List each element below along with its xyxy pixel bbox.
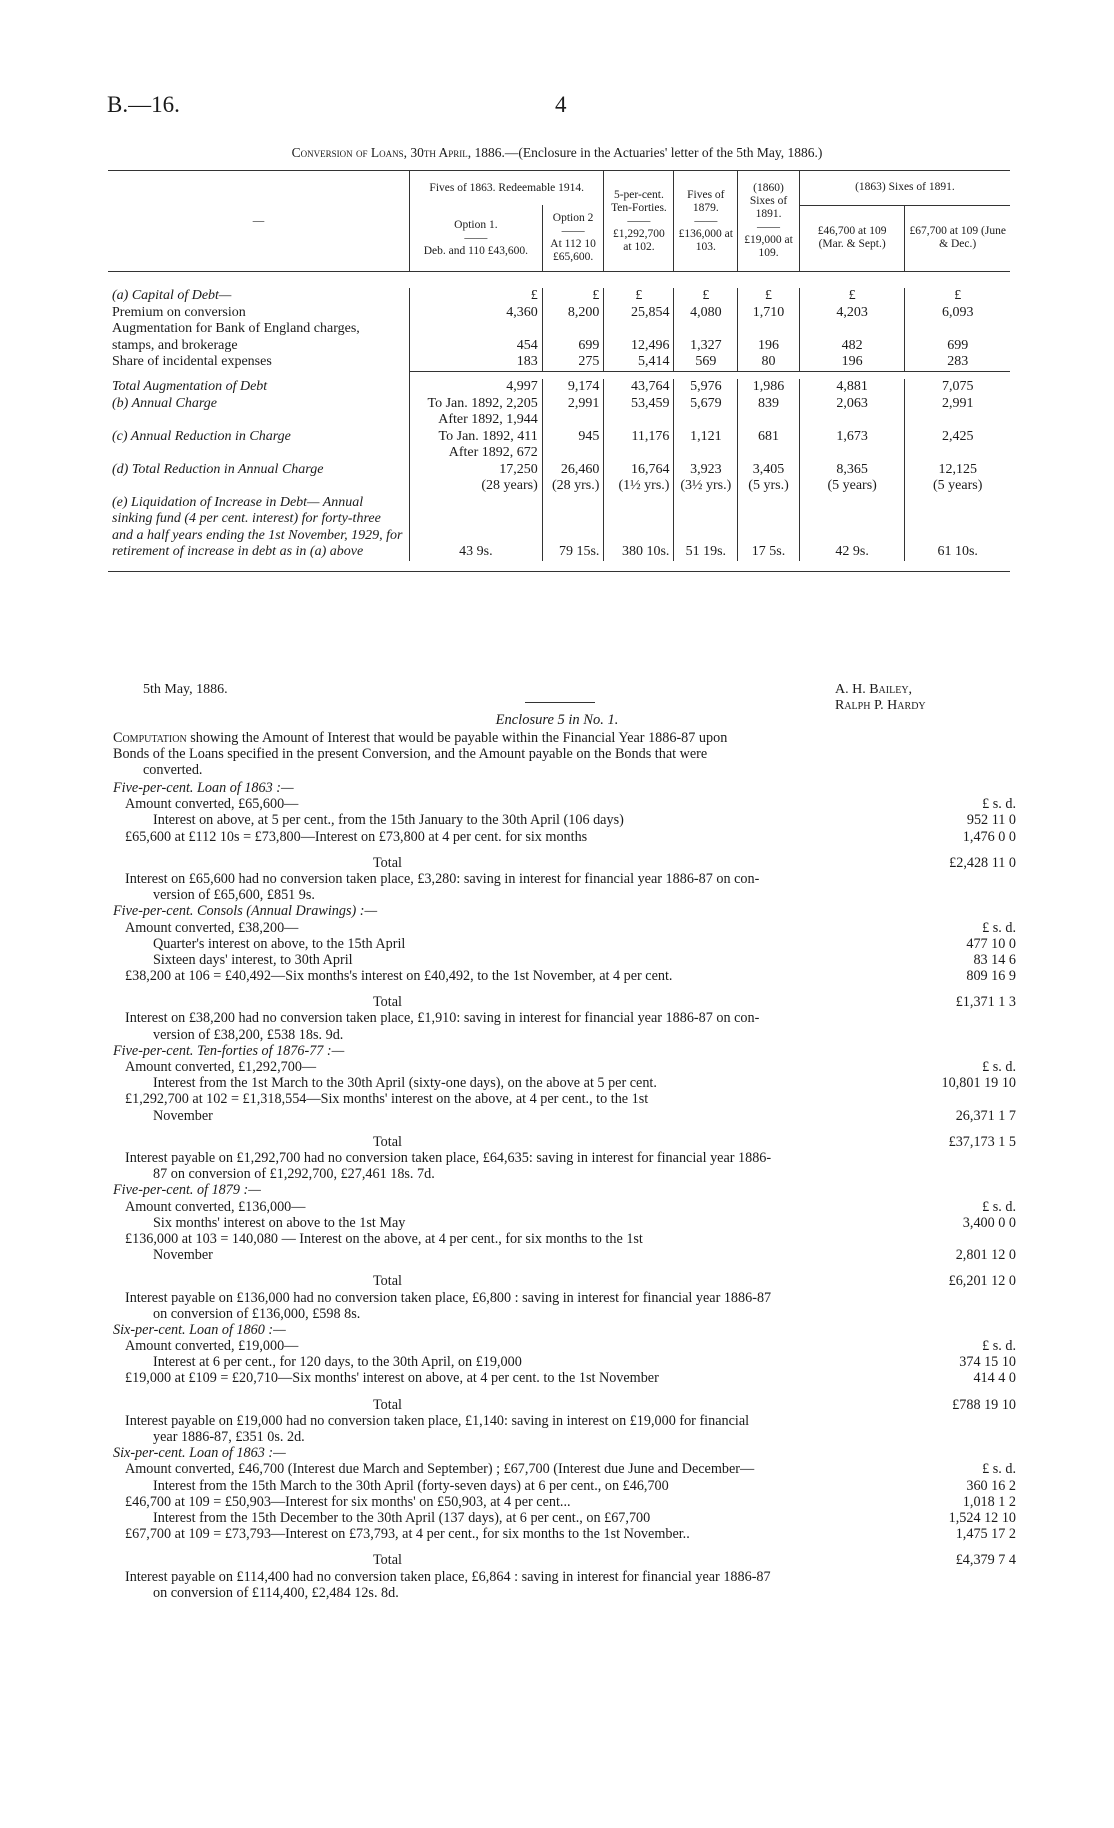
saving-note [113,871,1016,887]
computation-line-text: Interest from the 1st March to the 30th April (sixty-one days), on the above at 5 per cent. [153,1075,657,1092]
computation-line-text: Interest from the 15th March to the 30th April (forty-seven days) at 6 per cent., on £46,700 [153,1477,669,1494]
section-3 [113,1043,1016,1183]
saving-note-cont [113,1166,1016,1182]
computation-line [113,829,1016,845]
section-total [113,1397,1016,1413]
col-sixes1860: (1860) Sixes of 1891. —— £19,000 at 109. [738,171,800,272]
computation-line-amount: 360 16 2 [966,1477,1016,1494]
row-total-augmentation: Total Augmentation of Debt 4,997 9,174 43,764 5,976 1,986 4,881 7,075 [108,379,1010,396]
computation-line [113,1354,1016,1370]
section-2 [113,903,1016,1043]
section-total [113,855,1016,871]
lsd-header [113,920,1016,936]
computation-line [113,1370,1016,1386]
row-incidental: Share of incidental expenses 183 275 5,414 569 80 196 283 [108,354,1010,371]
computation-line-amount: 809 16 9 [966,968,1016,985]
spacer [113,845,1016,855]
section-4 [113,1182,1016,1322]
computation-line-text: Interest on above, at 5 per cent., from the 15th January to the 30th April (106 days) [153,812,624,829]
section-total-text: Total [373,854,402,871]
section-total-text: Total [373,1396,402,1413]
saving-note-cont [113,1027,1016,1043]
computation-line [113,952,1016,968]
lsd-header [113,1059,1016,1075]
saving-note [113,1150,1016,1166]
computation-line-text: £1,292,700 at 102 = £1,318,554—Six months' interest on the above, at 4 per cent., to the 1st [125,1091,649,1108]
saving-note-text: Interest on £38,200 had no conversion taken place, £1,910: saving in interest for financial year 1886-87 on con- [125,1010,760,1027]
saving-note-text: Interest payable on £19,000 had no conversion taken place, £1,140: saving in interest on £19,000 for financial [125,1412,750,1429]
computation-line [113,1510,1016,1526]
computation-line [113,1478,1016,1494]
row-premium: Premium on conversion 4,360 8,200 25,854 4,080 1,710 4,203 6,093 [108,305,1010,322]
computation-line-text: £67,700 at 109 = £73,793—Interest on £73,793, at 4 per cent., for six months to the 1st November.. [125,1526,690,1543]
computation-line-text: November [153,1247,213,1264]
computation-line [113,1075,1016,1091]
row-annual-charge: (b) Annual Charge To Jan. 1892, 2,205 After 1892, 1,944 2,991 53,459 5,679 839 2,063 2,991 [108,396,1010,429]
computation-sections [113,780,1016,1601]
section-total [113,1134,1016,1150]
saving-note-cont [113,1429,1016,1445]
section-title: Five-per-cent. Ten-forties of 1876-77 :— [113,1042,345,1059]
section-total-amount: £2,428 11 0 [949,854,1016,871]
computation-line-text: Interest from the 15th December to the 30th April (137 days), at 6 per cent., on £67,700 [153,1509,651,1526]
lsd-header-amount: £ s. d. [982,1338,1016,1355]
saving-note [113,1569,1016,1585]
table-title: Conversion of Loans, 30th April, 1886.—(Enclosure in the Actuaries' letter of the 5th May, 1886.) [291,145,823,160]
computation-line [113,1494,1016,1510]
amount-converted-text: Amount converted, £46,700 (Interest due March and September) ; £67,700 (Interest due June and December— [125,1461,755,1478]
saving-note-cont [113,1585,1016,1601]
computation-line-amount: 952 11 0 [966,812,1016,829]
saving-note-text: Interest payable on £114,400 had no conversion taken place, £6,864 : saving in interest for financial year 1886-87 [125,1568,771,1585]
computation-line-text: £65,600 at £112 10s = £73,800—Interest on £73,800 at 4 per cent. for six months [125,828,588,845]
section-title: Five-per-cent. of 1879 :— [113,1182,261,1199]
computation-line-text: £46,700 at 109 = £50,903—Interest for six months' on £50,903, at 4 per cent... [125,1493,571,1510]
spacer [113,1124,1016,1134]
lsd-header-amount: £ s. d. [982,1461,1016,1478]
row-total-reduction: (d) Total Reduction in Annual Charge 17,250 (28 years) 26,460 (28 yrs.) 16,764 (1½ yrs.) 3,923 (3½ yrs.) 3,405 (5 yrs.) 8,365 (5 years) 12,125 (5 years) [108,462,1010,495]
saving-note-cont-text: on conversion of £136,000, £598 8s. [153,1305,361,1322]
saving-note-cont-text: version of £65,600, £851 9s. [153,887,315,904]
conversion-table: — Fives of 1863. Redeemable 1914. 5-per-cent. Ten-Forties. —— £1,292,700 at 102. Fives of 1879. —— £136,000 at 103. (1860) Sixes of 1891. —— £19,000 at 109. (1863) Sixes of 1891. Option 1. —— Deb. and 110 £43,600. Option 2 —— At 112 10 £65,600. £46,700 at 109 (Mar. & Sept.) £67,700 at 109 (June & Dec.) (a) Capital of Debt— £ £ £ £ £ £ £ Premium on conversion 4,360 8,200 25,854 4,080 1,710 4,203 6,093 Augmentation for Bank of England charges, stamps, and brokerage 454 699 12,496 1,327 196 482 699 Share of incidental expenses 183 275 5,414 569 80 196 283 Total Augmentation of Debt 4,997 9,174 43,764 5,976 1,986 4,881 7,075 (b) Annual Charge To Jan. 1892, 2,205 After 1892, 1,944 2,991 53,459 5,679 839 2,063 2,991 (c) Annual Reduction in Charge To Jan. 1892, 411 After 1892, 672 945 11,176 1,121 681 1,673 2,425 (d) Total Reduction in Annual Charge 17,250 (28 years) 26,460 (28 yrs.) 16,764 (1½ yrs.) 3,923 (3½ yrs.) 3,405 (5 yrs.) 8,365 (5 years) 12,125 (5 years) (e) Liquidation of Increase in Debt— Annual sinking fund (4 per cent. interest) for forty-three and a half years ending the 1st November, 1929, for retirement of increase in debt as in (a) above 43 9s. 79 15s. 380 10s. 51 19s. 17 5s. 42 9s. 61 10s. [108,170,1010,572]
computation-line [113,812,1016,828]
saving-note [113,1413,1016,1429]
computation-line-text: Sixteen days' interest, to 30th April [153,951,353,968]
saving-note-cont-text: 87 on conversion of £1,292,700, £27,461 18s. 7d. [153,1166,435,1183]
saving-note-text: Interest payable on £136,000 had no conversion taken place, £6,800 : saving in interest for financial year 1886-87 [125,1289,772,1306]
section-total-amount: £37,173 1 5 [948,1133,1016,1150]
computation-line [113,1108,1016,1124]
section-6 [113,1445,1016,1601]
divider-rule [525,702,595,703]
computation-line [113,1215,1016,1231]
computation-line-amount: 1,475 17 2 [955,1526,1016,1543]
computation-intro: Computation showing the Amount of Interest that would be payable within the Financial Year 1886-87 upon Bonds of the Loans specified in the present Conversion, and the Amount payable on the Bonds that were converted. [113,730,728,778]
computation-line-amount: 3,400 0 0 [962,1214,1016,1231]
computation-line-amount: 83 14 6 [973,951,1016,968]
section-total-text: Total [373,1133,402,1150]
spacer [113,984,1016,994]
row-liquidation: (e) Liquidation of Increase in Debt— Annual sinking fund (4 per cent. interest) for forty-three and a half years ending the 1st November, 1929, for retirement of increase in debt as in (a) above 43 9s. 79 15s. 380 10s. 51 19s. 17 5s. 42 9s. 61 10s. [108,495,1010,561]
col-option1: Option 1. —— Deb. and 110 £43,600. [410,205,543,272]
amount-converted-text: Amount converted, £65,600— [125,796,299,813]
saving-note-cont [113,1306,1016,1322]
col-tenforties: 5-per-cent. Ten-Forties. —— £1,292,700 at 102. [604,171,674,272]
computation-line [113,1526,1016,1542]
col-blank: — [108,171,410,272]
amount-converted-text: Amount converted, £19,000— [125,1338,299,1355]
enclosure-heading: Enclosure 5 in No. 1. [495,712,619,728]
computation-line-amount: 1,524 12 10 [948,1509,1016,1526]
series-code: B.—16. [107,92,180,117]
section-title: Six-per-cent. Loan of 1860 :— [113,1321,286,1338]
col-fives1879: Fives of 1879. —— £136,000 at 103. [674,171,738,272]
lsd-header-amount: £ s. d. [982,1059,1016,1076]
computation-line [113,968,1016,984]
computation-line-amount: 1,018 1 2 [962,1493,1016,1510]
col-marsept: £46,700 at 109 (Mar. & Sept.) [799,205,905,272]
computation-line-text: November [153,1107,213,1124]
section-total-text: Total [373,1273,402,1290]
col-sixes1863: (1863) Sixes of 1891. [799,171,1010,206]
computation-line-amount: 374 15 10 [959,1354,1016,1371]
computation-line [113,1231,1016,1247]
row-a-head: (a) Capital of Debt— [112,288,232,303]
lsd-header [113,796,1016,812]
amount-converted-text: Amount converted, £1,292,700— [125,1059,317,1076]
section-title: Five-per-cent. Loan of 1863 :— [113,780,294,796]
computation-line-text: £38,200 at 106 = £40,492—Six months's interest on £40,492, to the 1st November, at 4 per cent. [125,968,673,985]
col-option2: Option 2 —— At 112 10 £65,600. [542,205,604,272]
saving-note-cont-text: version of £38,200, £538 18s. 9d. [153,1026,344,1043]
spacer [113,1263,1016,1273]
saving-note [113,1290,1016,1306]
col-fives1863: Fives of 1863. Redeemable 1914. [410,171,604,206]
section-total [113,1273,1016,1289]
saving-note-text: Interest on £65,600 had no conversion taken place, £3,280: saving in interest for financial year 1886-87 on con- [125,870,760,887]
lsd-header [113,1461,1016,1477]
computation-line-amount: 26,371 1 7 [955,1107,1016,1124]
computation-line-amount: 477 10 0 [966,935,1016,952]
section-title: Six-per-cent. Loan of 1863 :— [113,1445,286,1462]
computation-line-amount: 414 4 0 [973,1370,1016,1387]
computation-line-text: Quarter's interest on above, to the 15th April [153,935,406,952]
section-1 [113,780,1016,903]
computation-line [113,936,1016,952]
saving-note-cont-text: year 1886-87, £351 0s. 2d. [153,1429,305,1446]
lsd-header-amount: £ s. d. [982,919,1016,936]
lsd-header [113,1199,1016,1215]
computation-line-amount: 1,476 0 0 [962,828,1016,845]
computation-line-text: Interest at 6 per cent., for 120 days, to the 30th April, on £19,000 [153,1354,522,1371]
computation-line [113,1247,1016,1263]
saving-note-text: Interest payable on £1,292,700 had no conversion taken place, £64,635: saving in interest for financial year 1886- [125,1149,772,1166]
amount-converted-text: Amount converted, £136,000— [125,1198,306,1215]
section-total [113,1552,1016,1568]
computation-line-text: £136,000 at 103 = 140,080 — Interest on the above, at 4 per cent., for six months to the 1st [125,1230,643,1247]
lsd-header-amount: £ s. d. [982,1198,1016,1215]
signoff-date: 5th May, 1886. [143,682,228,697]
row-annual-reduction: (c) Annual Reduction in Charge To Jan. 1892, 411 After 1892, 672 945 11,176 1,121 681 1,673 2,425 [108,429,1010,462]
lsd-header [113,1338,1016,1354]
section-total-amount: £4,379 7 4 [955,1552,1016,1569]
spacer [113,1387,1016,1397]
section-5 [113,1322,1016,1445]
row-augmentation: Augmentation for Bank of England charges, stamps, and brokerage 454 699 12,496 1,327 196 482 699 [108,321,1010,354]
computation-line [113,1091,1016,1107]
section-total-amount: £788 19 10 [952,1396,1016,1413]
amount-converted-text: Amount converted, £38,200— [125,919,299,936]
signatory-bailey: A. H. Bailey, [835,682,913,697]
section-total-amount: £1,371 1 3 [955,994,1016,1011]
section-title: Five-per-cent. Consols (Annual Drawings) :— [113,903,378,920]
saving-note-cont-text: on conversion of £114,400, £2,484 12s. 8d. [153,1584,399,1601]
section-total-amount: £6,201 12 0 [948,1273,1016,1290]
lsd-header-amount: £ s. d. [982,796,1016,813]
computation-line-amount: 2,801 12 0 [955,1247,1016,1264]
section-total [113,994,1016,1010]
page-number: 4 [555,92,567,117]
signatory-hardy: Ralph P. Hardy [835,698,926,713]
saving-note-cont [113,887,1016,903]
section-total-text: Total [373,994,402,1011]
col-junedec: £67,700 at 109 (June & Dec.) [905,205,1010,272]
computation-line-text: Six months' interest on above to the 1st May [153,1214,406,1231]
computation-line-amount: 10,801 19 10 [941,1075,1016,1092]
saving-note [113,1010,1016,1026]
section-total-text: Total [373,1552,402,1569]
computation-line-text: £19,000 at £109 = £20,710—Six months' interest on above, at 4 per cent. to the 1st November [125,1370,659,1387]
spacer [113,1542,1016,1552]
